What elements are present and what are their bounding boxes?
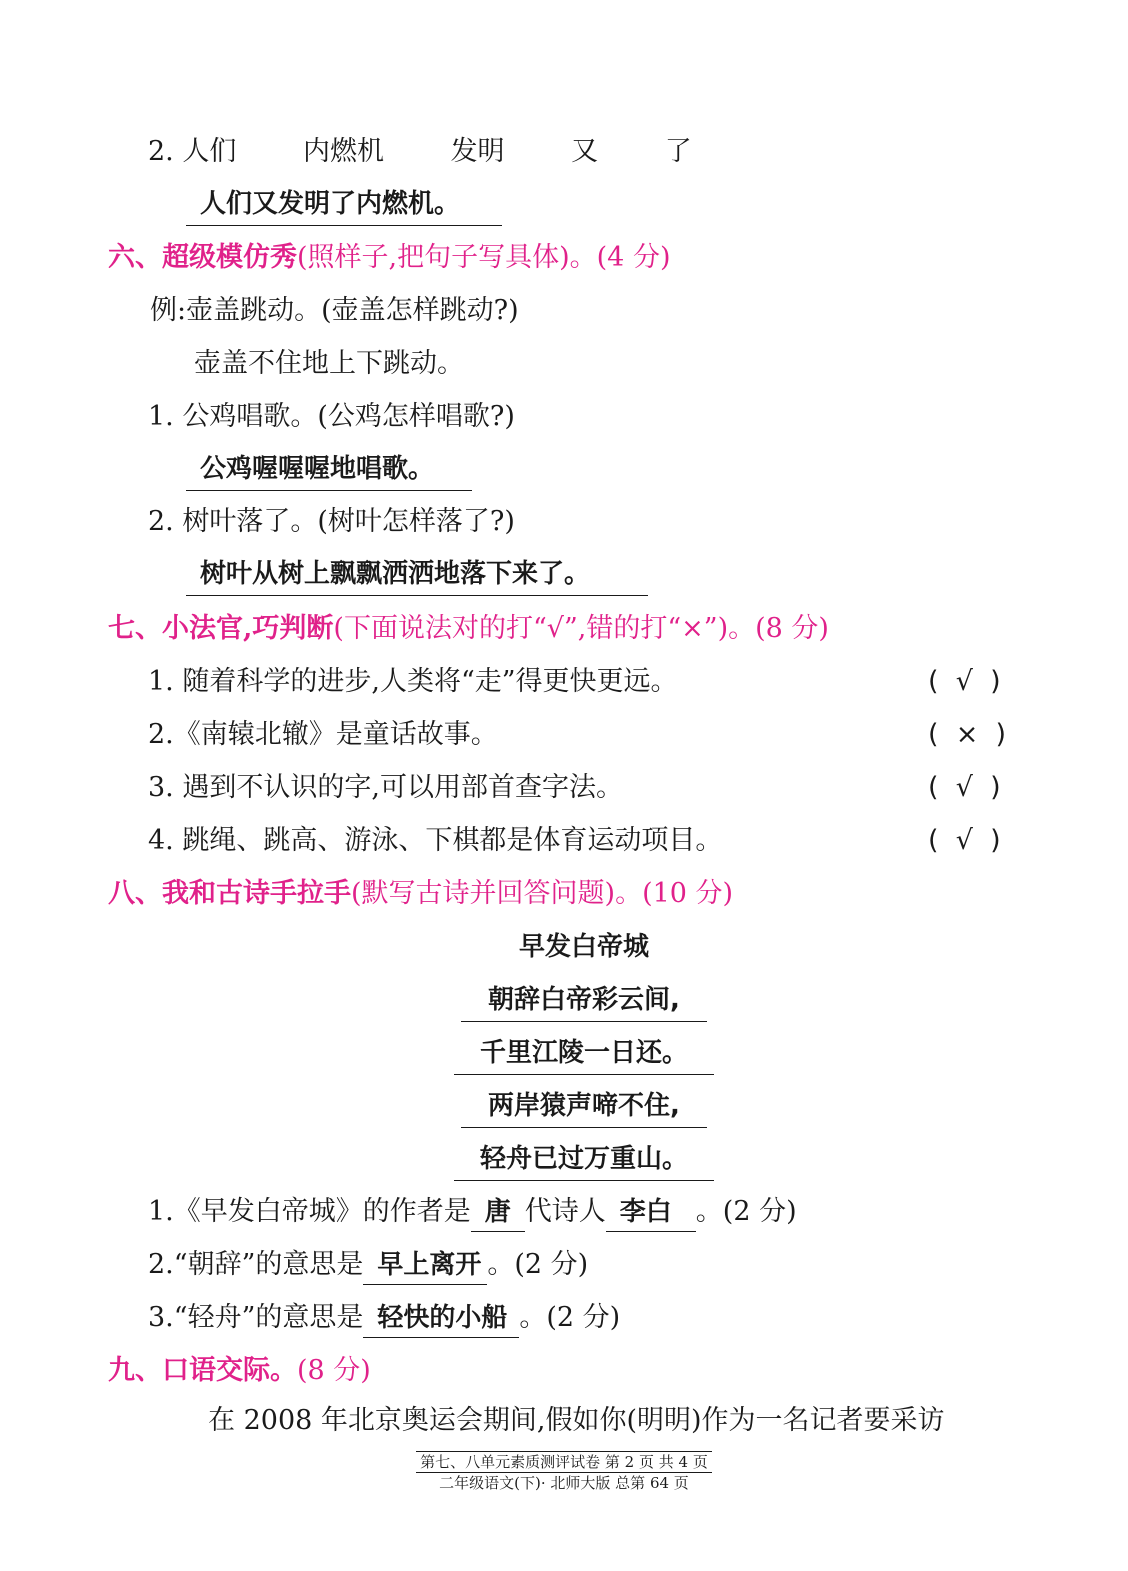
section6-heading: 六、超级模仿秀(照样子,把句子写具体)。(4 分) (108, 242, 671, 273)
word: 内燃机 (302, 136, 384, 167)
section7-item4: 4. 跳绳、跳高、游泳、下棋都是体育运动项目。 (148, 825, 723, 856)
section8-q2: 2.“朝辞”的意思是 早上离开 。(2 分) (148, 1248, 588, 1285)
poem-title: 早发白帝城 (518, 932, 649, 962)
q5-item2-words: 2. 人们 内燃机 发明 又 了 (148, 136, 692, 167)
section6-example-answer: 壶盖不住地上下跳动。 (194, 348, 464, 379)
q5-item2-answer: 人们又发明了内燃机。 (186, 187, 502, 226)
answer-blank: 唐 (471, 1195, 525, 1232)
section6-item2-answer: 树叶从树上飘飘洒洒地落下来了。 (186, 557, 648, 596)
section8-heading: 八、我和古诗手拉手(默写古诗并回答问题)。(10 分) (108, 878, 734, 909)
footer-line-2: 二年级语文(下)· 北师大版 总第 64 页 (439, 1474, 689, 1492)
section8-q3: 3.“轻舟”的意思是 轻快的小船 。(2 分) (148, 1301, 620, 1338)
word: 发明 (450, 136, 505, 167)
word: 人们 (182, 136, 237, 167)
footer-line-1: 第七、八单元素质测评试卷 第 2 页 共 4 页 (416, 1451, 712, 1473)
section6-item1-question: 1. 公鸡唱歌。(公鸡怎样唱歌?) (148, 401, 515, 432)
section9-text: 在 2008 年北京奥运会期间,假如你(明明)作为一名记者要采访 (208, 1405, 945, 1436)
answer-blank: 轻快的小船 (363, 1301, 519, 1338)
poem-line-3: 两岸猿声啼不住, (461, 1089, 707, 1128)
answer-blank: 早上离开 (363, 1248, 487, 1285)
judge-mark-2: ( × ) (928, 719, 1007, 750)
section7-item3: 3. 遇到不认识的字,可以用部首查字法。 (148, 772, 623, 803)
word: 又 (571, 136, 599, 167)
judge-mark-4: ( √ ) (928, 825, 1001, 856)
answer-blank: 李白 (606, 1195, 696, 1232)
page-footer (0, 1451, 1128, 1493)
section7-item2: 2.《南辕北辙》是童话故事。 (148, 719, 498, 750)
poem-line-1: 朝辞白帝彩云间, (461, 983, 707, 1022)
word: 了 (664, 136, 692, 167)
section6-example-question: 例:壶盖跳动。(壶盖怎样跳动?) (150, 295, 519, 326)
section9-heading: 九、口语交际。(8 分) (108, 1355, 371, 1386)
judge-mark-1: ( √ ) (928, 666, 1001, 697)
section6-item2-question: 2. 树叶落了。(树叶怎样落了?) (148, 506, 515, 537)
section6-item1-answer: 公鸡喔喔喔地唱歌。 (186, 452, 472, 491)
judge-mark-3: ( √ ) (928, 772, 1001, 803)
poem-line-2: 千里江陵一日还。 (454, 1036, 714, 1075)
section7-heading: 七、小法官,巧判断(下面说法对的打“√”,错的打“×”)。(8 分) (108, 613, 829, 644)
poem-line-4: 轻舟已过万重山。 (454, 1142, 714, 1181)
section7-item1: 1. 随着科学的进步,人类将“走”得更快更远。 (148, 666, 678, 697)
section8-q1: 1.《早发白帝城》的作者是 唐 代诗人 李白 。(2 分) (148, 1195, 797, 1232)
